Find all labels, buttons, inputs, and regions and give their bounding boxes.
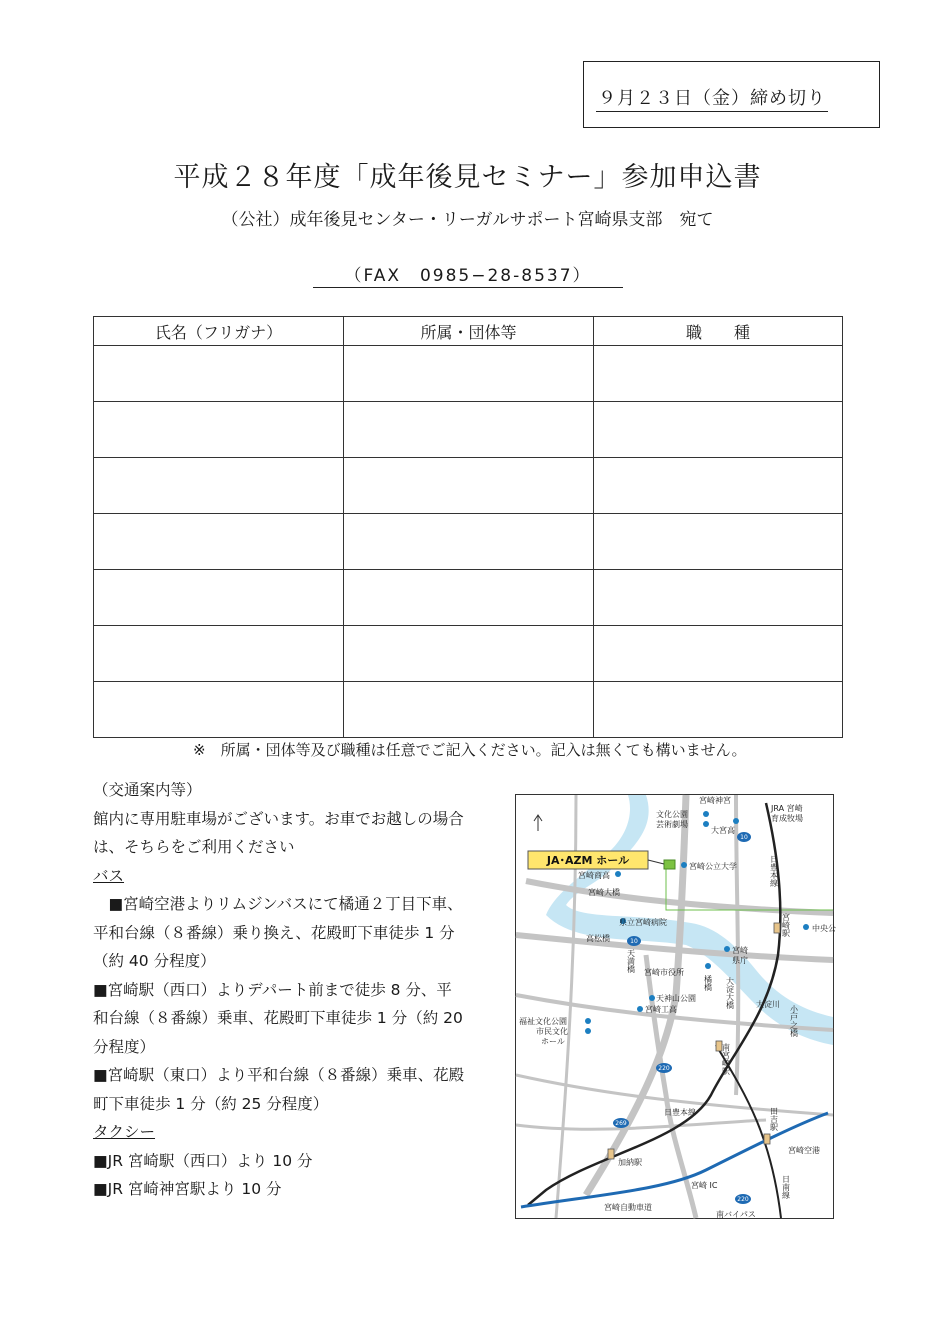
affiliation-cell[interactable] xyxy=(344,346,594,402)
map-label-nippo-main: 日豊本線 xyxy=(769,855,779,887)
map-label-station: 宮崎駅 xyxy=(781,913,791,937)
taxi-line: ■JR 宮崎駅（西口）より 10 分 xyxy=(93,1151,313,1170)
affiliation-cell[interactable] xyxy=(344,570,594,626)
header-name: 氏名（フリガナ） xyxy=(94,317,344,346)
map-label-shimin2: ホール xyxy=(541,1037,565,1046)
map-label-omiyaohashi: 大淀大橋 xyxy=(725,977,735,1009)
bus-line: 町下車徒歩 1 分（約 25 分程度） xyxy=(93,1094,329,1113)
route-220-label: 220 xyxy=(658,1065,670,1072)
bus-line: 分程度） xyxy=(93,1037,156,1056)
affiliation-cell[interactable] xyxy=(344,682,594,738)
map-label-tabuchi: 田吉駅 xyxy=(769,1107,779,1131)
occupation-cell[interactable] xyxy=(594,626,843,682)
map-label-koritsu: 宮崎公立大学 xyxy=(689,862,737,871)
deadline-text: ９月２３日（金）締め切り xyxy=(596,84,828,112)
access-info xyxy=(93,776,493,1204)
affiliation-cell[interactable] xyxy=(344,626,594,682)
map-label-byoin: 県立宮崎病院 xyxy=(619,918,667,927)
occupation-cell[interactable] xyxy=(594,682,843,738)
addressee: （公社）成年後見センター・リーガルサポート宮崎県支部 宛て xyxy=(221,210,714,230)
bus-line: ■宮崎空港よりリムジンバスにて橘通２丁目下車、 xyxy=(93,895,463,913)
occupation-cell[interactable] xyxy=(594,458,843,514)
occupation-cell[interactable] xyxy=(594,570,843,626)
access-heading: （交通案内等） xyxy=(93,781,202,799)
table-row xyxy=(94,458,843,514)
parking-line: 館内に専用駐車場がございます。お車でお越しの場合 xyxy=(93,809,464,828)
fax-number: （FAX 0985−28‐8537） xyxy=(313,261,623,288)
map-label-bypass: 南バイパス xyxy=(716,1210,756,1219)
map-label-bunka: 文化公園 xyxy=(656,810,688,819)
occupation-cell[interactable] xyxy=(594,514,843,570)
route-269-label: 269 xyxy=(615,1120,627,1127)
table-row xyxy=(94,346,843,402)
taxi-line: ■JR 宮崎神宮駅より 10 分 xyxy=(93,1180,282,1198)
map-label-kencho2: 県庁 xyxy=(732,956,748,965)
deadline-box xyxy=(583,61,880,128)
bus-line: （約 40 分程度） xyxy=(93,952,216,970)
application-form-table xyxy=(93,316,843,738)
affiliation-cell[interactable] xyxy=(344,458,594,514)
venue-marker xyxy=(664,860,675,869)
header-occupation: 職 種 xyxy=(594,317,843,346)
table-row xyxy=(94,626,843,682)
optional-fields-note: ※ 所属・団体等及び職種は任意でご記入ください。記入は無くても構いません。 xyxy=(193,741,747,759)
header-affiliation: 所属・団体等 xyxy=(344,317,594,346)
map-label-shimin1: 市民文化 xyxy=(536,1027,568,1036)
map-label-komatsu: 小戸之橋 xyxy=(789,1005,799,1037)
map-svg xyxy=(516,795,836,1219)
map-label-fukushi: 福祉文化公園 xyxy=(519,1017,567,1026)
map-label-kano: 加納駅 xyxy=(618,1158,642,1167)
table-row xyxy=(94,514,843,570)
bus-line: ■宮崎駅（西口）よりデパート前まで徒歩 8 分、平 xyxy=(93,980,452,999)
parking-line: は、そちらをご利用ください xyxy=(93,838,295,856)
map-label-geijutsu: 芸術劇場 xyxy=(656,820,688,829)
route-10-label: 10 xyxy=(740,834,748,841)
table-header-row xyxy=(94,317,843,346)
map-label-ic: 宮崎 IC xyxy=(691,1181,718,1190)
map-label-tachibana: 橘橋 xyxy=(703,975,713,991)
map-label-tenjin: 天神山公園 xyxy=(656,994,696,1003)
table-row xyxy=(94,570,843,626)
map-label-jra1: JRA 宮崎 xyxy=(771,804,803,813)
route-220-label: 220 xyxy=(737,1196,749,1203)
affiliation-cell[interactable] xyxy=(344,402,594,458)
map-label-chuo: 中央公 xyxy=(812,924,836,933)
map-label-kogyo: 宮崎工高 xyxy=(645,1005,677,1014)
map-label-ohashi: 宮崎大橋 xyxy=(588,888,620,897)
table-row xyxy=(94,682,843,738)
taxi-heading: タクシー xyxy=(93,1123,156,1141)
map-label-minami: 南宮崎駅 xyxy=(721,1043,731,1075)
bus-heading: バス xyxy=(93,866,125,885)
map-label-omiyabashi: 天満橋 xyxy=(626,949,636,973)
bus-line: 平和台線（８番線）乗り換え、花殿町下車徒歩 1 分 xyxy=(93,923,455,942)
name-cell[interactable] xyxy=(94,458,344,514)
name-cell[interactable] xyxy=(94,514,344,570)
map-label-jra2: 育成牧場 xyxy=(771,814,803,823)
map-label-ohmiya: 大宮高 xyxy=(711,826,735,835)
name-cell[interactable] xyxy=(94,626,344,682)
map-label-airport: 宮崎空港 xyxy=(788,1146,820,1155)
map-label-oyodo: 大淀川 xyxy=(756,1000,780,1009)
map-label-shogyo: 宮崎商高 xyxy=(578,871,610,880)
venue-pointer xyxy=(648,860,664,864)
map-label-expressway: 宮崎自動車道 xyxy=(604,1203,652,1212)
map-label-jingu: 宮崎神宮 xyxy=(699,796,731,805)
map-label-kencho1: 宮崎 xyxy=(732,946,748,955)
map-label-nichinan: 日南線 xyxy=(781,1175,791,1199)
north-arrow-icon xyxy=(534,815,542,831)
affiliation-cell[interactable] xyxy=(344,514,594,570)
name-cell[interactable] xyxy=(94,402,344,458)
map-label-shiyakusho: 宮崎市役所 xyxy=(644,968,684,977)
page-title: 平成２８年度「成年後見セミナー」参加申込書 xyxy=(173,162,762,193)
bus-line: ■宮崎駅（東口）より平和台線（８番線）乗車、花殿 xyxy=(93,1066,465,1084)
occupation-cell[interactable] xyxy=(594,346,843,402)
route-10-label: 10 xyxy=(630,938,638,945)
venue-label: JA･AZM ホール xyxy=(546,854,630,867)
access-map xyxy=(515,794,834,1219)
name-cell[interactable] xyxy=(94,682,344,738)
name-cell[interactable] xyxy=(94,570,344,626)
map-label-nippo: 日豊本線 xyxy=(664,1108,696,1117)
table-row xyxy=(94,402,843,458)
map-label-takamatsu: 高松橋 xyxy=(586,934,610,943)
name-cell[interactable] xyxy=(94,346,344,402)
occupation-cell[interactable] xyxy=(594,402,843,458)
bus-line: 和台線（８番線）乗車、花殿町下車徒歩 1 分（約 20 xyxy=(93,1009,463,1027)
